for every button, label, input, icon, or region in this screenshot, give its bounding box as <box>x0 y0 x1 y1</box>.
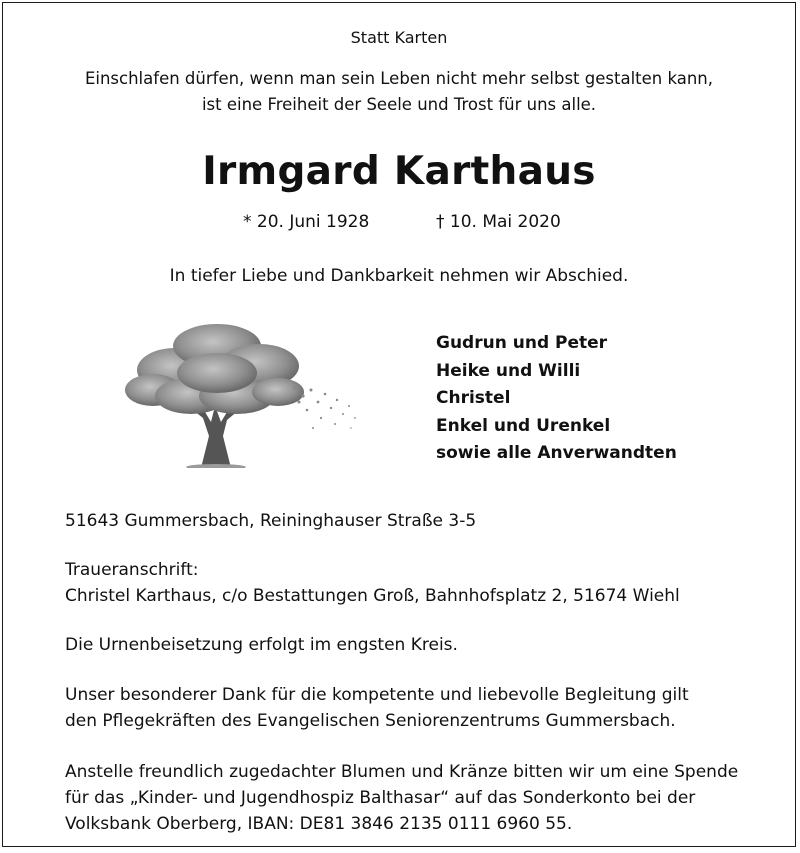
header-text: Statt Karten <box>350 28 448 47</box>
mourner-item: Enkel und Urenkel <box>436 415 611 436</box>
thanks-line: den Pflegekräften des Evangelischen Seniorenzentrums Gummersbach. <box>65 711 676 731</box>
condolence-address <box>65 557 680 609</box>
tree-illustration <box>113 318 363 468</box>
farewell-text: In tiefer Liebe und Dankbarkeit nehmen wir Abschied. <box>169 266 629 286</box>
burial-note: Die Urnenbeisetzung erfolgt im engsten Kreis. <box>65 635 458 655</box>
birth-date: * 20. Juni 1928 <box>243 212 370 232</box>
thanks-paragraph <box>65 682 689 734</box>
death-date: † 10. Mai 2020 <box>436 212 561 232</box>
motto-quote <box>3 66 795 118</box>
condolence-label: Traueranschrift: <box>65 560 199 580</box>
donation-line: Volksbank Oberberg, IBAN: DE81 3846 2135 0111 6960 55. <box>65 814 573 834</box>
donation-paragraph <box>65 759 738 837</box>
residence-address: 51643 Gummersbach, Reininghauser Straße 3-5 <box>65 511 477 531</box>
donation-line: Anstelle freundlich zugedachter Blumen und Kränze bitten wir um eine Spende <box>65 762 739 782</box>
donation-line: für das „Kinder- und Jugendhospiz Balthasar“ auf das Sonderkonto bei der <box>65 788 696 808</box>
motto-line: ist eine Freiheit der Seele und Trost für uns alle. <box>201 95 597 114</box>
mourner-item: Christel <box>436 388 511 408</box>
condolence-value: Christel Karthaus, c/o Bestattungen Groß, Bahnhofsplatz 2, 51674 Wiehl <box>65 586 680 606</box>
deceased-name: Irmgard Karthaus <box>202 149 596 194</box>
mourner-item: Heike und Willi <box>436 360 581 381</box>
mourner-item: sowie alle Anverwandten <box>436 443 677 463</box>
obituary-notice <box>2 2 796 847</box>
motto-line: Einschlafen dürfen, wenn man sein Leben nicht mehr selbst gestalten kann, <box>84 69 714 88</box>
mourners-list <box>436 330 677 468</box>
thanks-line: Unser besonderer Dank für die kompetente und liebevolle Begleitung gilt <box>65 685 689 705</box>
mourner-item: Gudrun und Peter <box>436 333 608 353</box>
